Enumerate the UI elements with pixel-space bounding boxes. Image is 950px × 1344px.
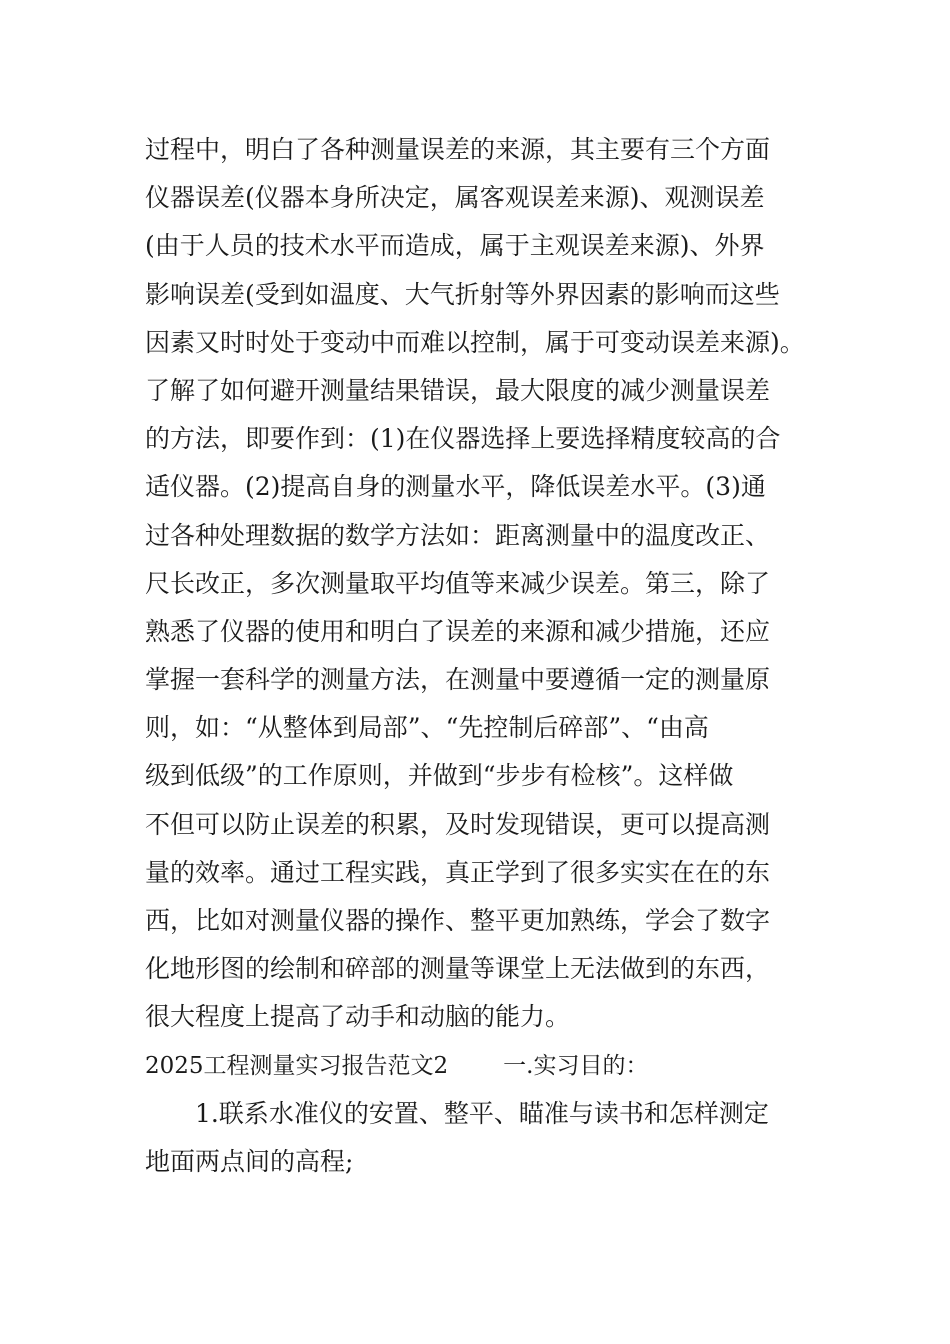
body-line: 了解了如何避开测量结果错误，最大限度的减少测量误差	[145, 375, 771, 405]
body-line: 尺长改正，多次测量取平均值等来减少误差。第三，除了	[145, 568, 771, 598]
body-line: 级到低级”的工作原则，并做到“步步有检核”。这样做	[145, 761, 734, 791]
body-line: 过各种处理数据的数学方法如：距离测量中的温度改正、	[145, 520, 771, 550]
body-line: 化地形图的绘制和碎部的测量等课堂上无法做到的东西，	[145, 954, 771, 984]
list-item-line: 地面两点间的高程;	[145, 1146, 354, 1176]
list-item-line: 1.联系水准仪的安置、整平、瞄准与读书和怎样测定	[195, 1098, 769, 1128]
section-subtitle: 一.实习目的：	[503, 1052, 649, 1079]
body-line: 量的效率。通过工程实践，真正学到了很多实实在在的东	[145, 857, 771, 887]
body-line: 掌握一套科学的测量方法，在测量中要遵循一定的测量原	[145, 665, 771, 695]
body-line: 不但可以防止误差的积累，及时发现错误，更可以提高测	[145, 809, 771, 839]
body-line: 因素又时时处于变动中而难以控制，属于可变动误差来源)。	[145, 327, 805, 357]
body-line: 仪器误差(仪器本身所决定，属客观误差来源)、观测误差	[145, 183, 765, 213]
section-title: 2025工程测量实习报告范文2	[145, 1052, 449, 1079]
body-line: 的方法，即要作到：(1)在仪器选择上要选择精度较高的合	[145, 424, 781, 454]
body-line: (由于人员的技术水平而造成，属于主观误差来源)、外界	[145, 231, 765, 261]
section-heading	[145, 1042, 815, 1090]
body-line: 很大程度上提高了动手和动脑的能力。	[145, 1002, 571, 1032]
body-line: 过程中，明白了各种测量误差的来源，其主要有三个方面	[145, 135, 771, 164]
body-line: 则，如：“从整体到局部”、“先控制后碎部”、“由高	[145, 713, 709, 743]
body-line: 适仪器。(2)提高自身的测量水平，降低误差水平。(3)通	[145, 472, 766, 502]
document-text	[145, 126, 815, 1186]
body-line: 西，比如对测量仪器的操作、整平更加熟练，学会了数字	[145, 906, 771, 935]
body-line: 熟悉了仪器的使用和明白了误差的来源和减少措施，还应	[145, 616, 771, 646]
body-line: 影响误差(受到如温度、大气折射等外界因素的影响而这些	[145, 279, 780, 309]
